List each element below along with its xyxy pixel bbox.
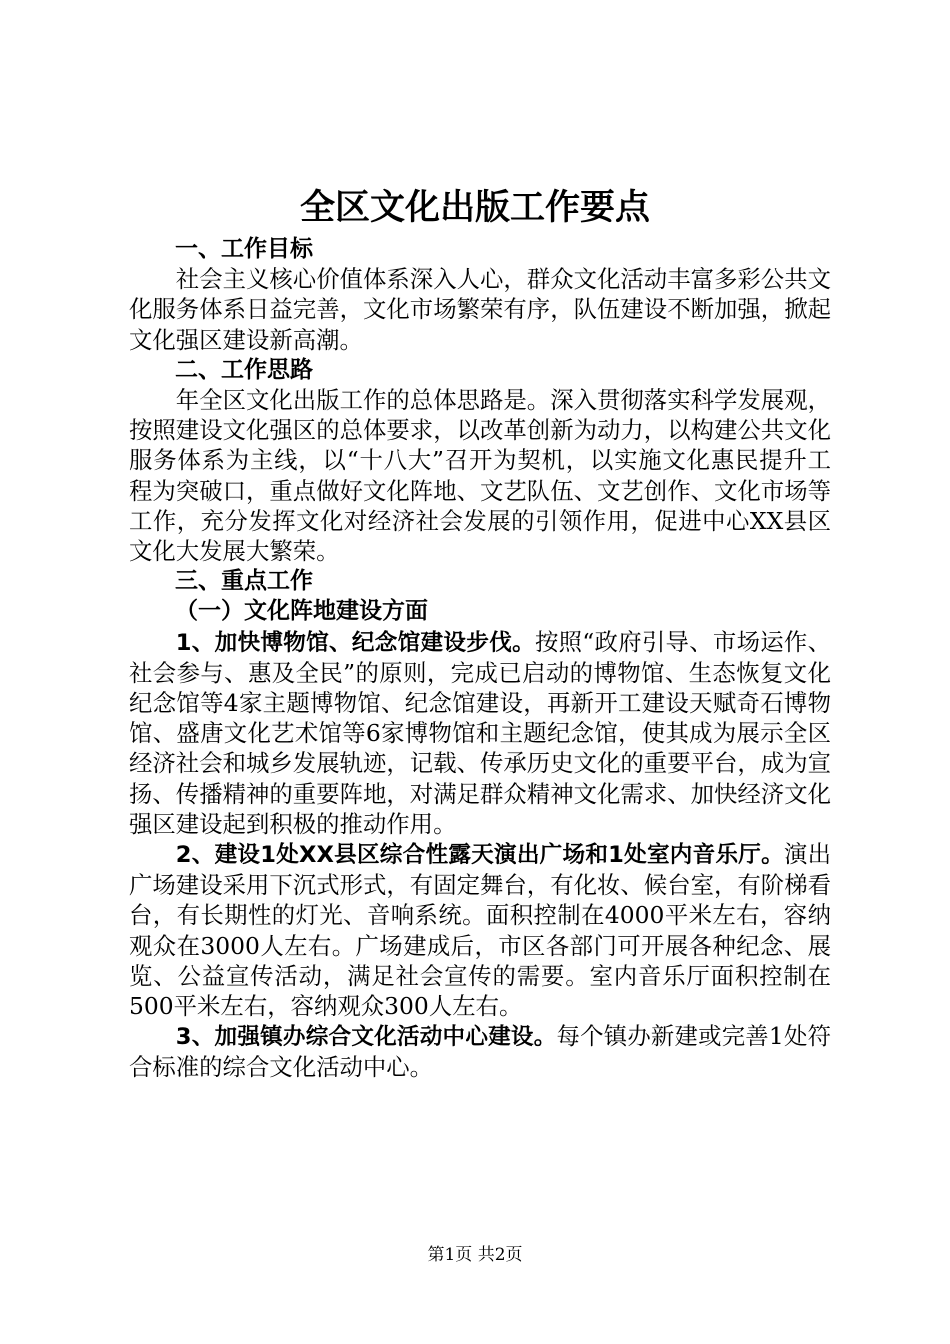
document-body [129, 234, 831, 1083]
key-work-item-3 [129, 1021, 831, 1082]
subsection-heading-cultural-facilities: （一）文化阵地建设方面 [175, 598, 428, 625]
key-work-item-1 [129, 627, 831, 839]
item-lead: 2、建设1处XX县区综合性露天演出广场和1处室内音乐厅。 [175, 842, 784, 869]
document-title: 全区文化出版工作要点 [299, 188, 650, 228]
item-text: 按照“政府引导、市场运作、社会参与、惠及全民”的原则，完成已启动的博物馆、生态恢复文化纪念馆等4家主题博物馆、纪念馆建设，再新开工建设天赋奇石博物馆、盛唐文化艺术馆等6家博物馆和主题纪念馆，使其成为展示全区经济社会和城乡发展轨迹，记载、传承历史文化的重要平台，成为宣扬、传播精神的重要阵地，对满足群众精神文化需求、加快经济文化强区建设起到积极的推动作用。 [129, 627, 831, 838]
item-text: 演出广场建设采用下沉式形式，有固定舞台，有化妆、候台室，有阶梯看台，有长期性的灯光、音响系统。面积控制在4000平米左右，容纳观众在3000人左右。广场建成后，市区各部门可开展各种纪念、展览、公益宣传活动，满足社会宣传的需要。室内音乐厅面积控制在500平米左右，容纳观众300人左右。 [129, 840, 831, 1021]
section-heading-goal: 一、工作目标 [175, 236, 313, 262]
item-lead: 1、加快博物馆、纪念馆建设步伐。 [175, 629, 535, 656]
key-work-item-2 [129, 839, 831, 1021]
section-text-goal: 社会主义核心价值体系深入人心，群众文化活动丰富多彩公共文化服务体系日益完善，文化市场繁荣有序，队伍建设不断加强，掀起文化强区建设新高潮。 [129, 265, 831, 354]
item-lead: 3、加强镇办综合文化活动中心建设。 [175, 1024, 557, 1051]
item-text: 每个镇办新建或完善1处符合标准的综合文化活动中心。 [129, 1022, 831, 1082]
section-heading-key-work: 三、重点工作 [175, 568, 313, 595]
section-text-approach: 年全区文化出版工作的总体思路是。深入贯彻落实科学发展观，按照建设文化强区的总体要求，以改革创新为动力，以构建公共文化服务体系为主线，以“十八大”召开为契机，以实施文化惠民提升工程为突破口，重点做好文化阵地、文艺队伍、文艺创作、文化市场等工作，充分发挥文化对经济社会发展的引领作用，促进中心XX县区文化大发展大繁荣。 [129, 386, 831, 566]
page-footer: 第1页 共2页 [427, 1245, 523, 1265]
section-heading-approach: 二、工作思路 [175, 356, 313, 383]
